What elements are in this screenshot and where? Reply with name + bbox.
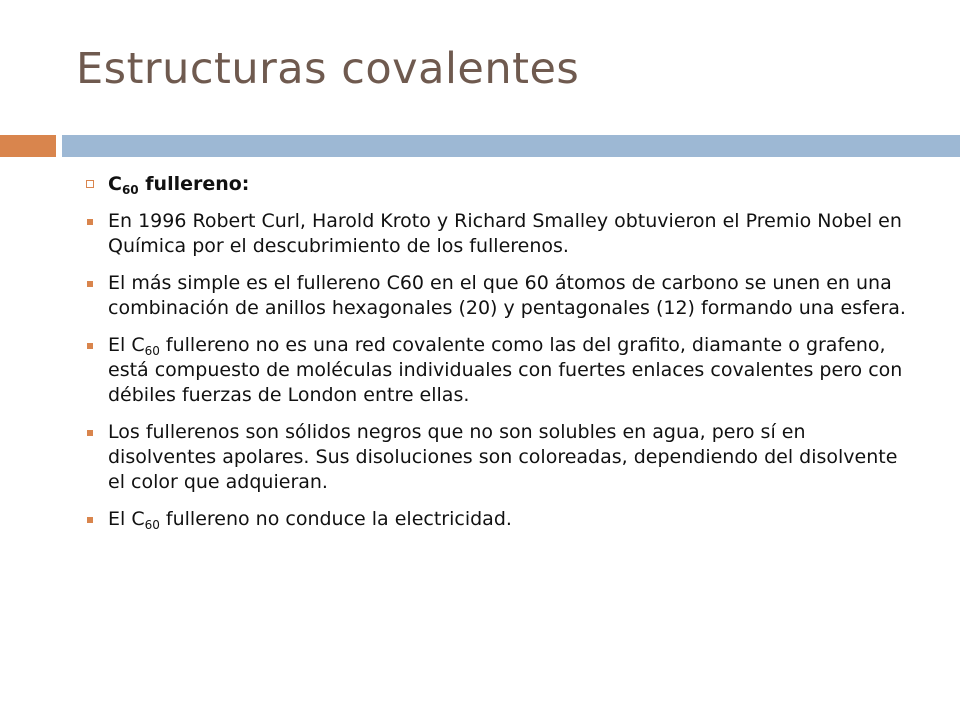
bullet-item — [86, 507, 916, 532]
bullet-item — [86, 209, 916, 259]
square-bullet-icon — [87, 343, 93, 349]
accent-band-orange — [0, 135, 56, 157]
bullet-text: El más simple es el fullereno C60 en el que 60 átomos de carbono se unen en una combinación de anillos hexagonales (20) y pentagonales (12) formando una esfera. — [108, 272, 906, 319]
square-bullet-icon — [87, 219, 93, 225]
slide-body — [86, 172, 916, 544]
bullet-item — [86, 420, 916, 495]
bullet-text: En 1996 Robert Curl, Harold Kroto y Richard Smalley obtuvieron el Premio Nobel en Química por el descubrimiento de los fullerenos. — [108, 210, 902, 257]
square-bullet-icon — [87, 517, 93, 523]
bullet-item — [86, 333, 916, 408]
section-heading — [86, 172, 916, 197]
slide-title: Estructuras covalentes — [76, 44, 580, 94]
bullet-text: Los fullerenos son sólidos negros que no son solubles en agua, pero sí en disolventes apolares. Sus disoluciones son coloreadas, dependiendo del disolvente el color que adquieran. — [108, 421, 898, 493]
square-bullet-icon — [87, 281, 93, 287]
bullet-item — [86, 271, 916, 321]
bullet-text: El $C_{60}$ fullereno no conduce la electricidad. — [108, 508, 512, 532]
hollow-square-icon — [86, 180, 94, 188]
bullet-text: El $C_{60}$ fullereno no es una red covalente como las del grafito, diamante o grafeno, está compuesto de moléculas individuales con fuertes enlaces covalentes pero con débiles fuerzas de London entre ellas. — [108, 334, 903, 406]
square-bullet-icon — [87, 430, 93, 436]
heading-text: $C_{60}$ fullereno: — [108, 173, 250, 197]
accent-band-blue — [62, 135, 960, 157]
